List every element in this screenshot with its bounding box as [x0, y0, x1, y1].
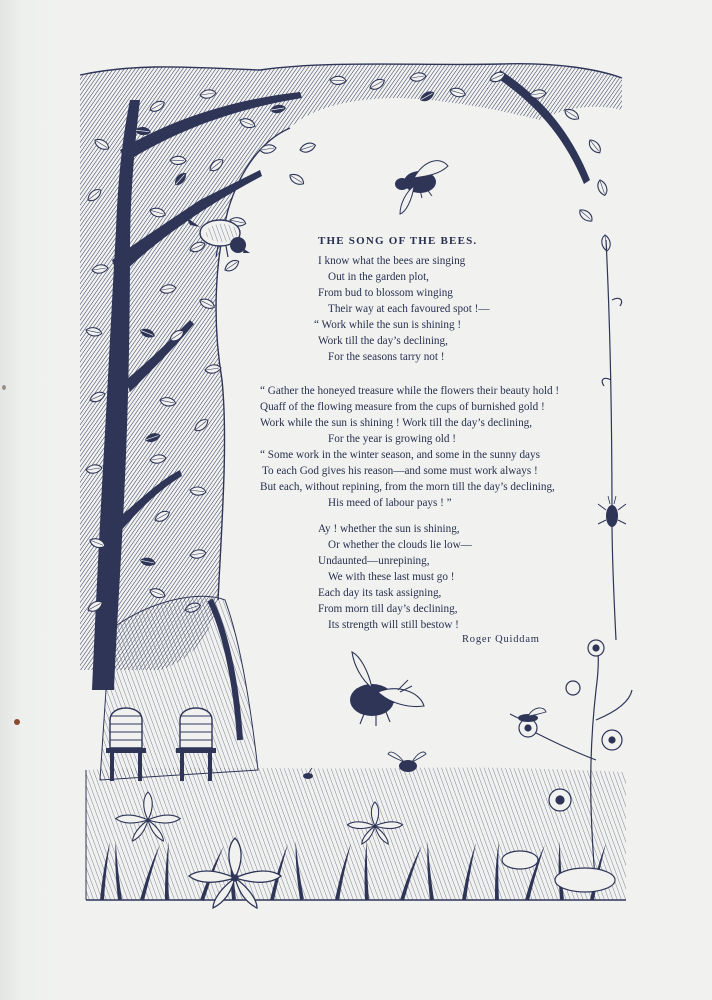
poem-line: Or whether the clouds lie low—	[328, 539, 472, 551]
poem-line: Work till the day’s declining,	[318, 335, 448, 347]
poem-line: We with these last must go !	[328, 571, 455, 583]
poem-line: Each day its task assigning,	[318, 587, 442, 599]
poem-line: Out in the garden plot,	[328, 271, 429, 283]
poem-line: “ Work while the sun is shining !	[314, 319, 462, 331]
bumblebee	[350, 652, 424, 726]
poem-line: For the year is growing old !	[328, 433, 457, 445]
poem-line: “ Some work in the winter season, and some in the sunny days	[260, 449, 540, 461]
poem-line: To each God gives his reason—and some must work always !	[262, 465, 538, 477]
poem-line: For the seasons tarry not !	[328, 351, 445, 363]
poem-line: Work while the sun is shining ! Work till the day’s declining,	[260, 417, 533, 429]
poem-line: “ Gather the honeyed treasure while the flowers their beauty hold !	[260, 385, 560, 397]
poem-line: But each, without repining, from the morn till the day’s declining,	[260, 481, 555, 493]
poem-line: Quaff of the flowing measure from the cups of burnished gold !	[260, 401, 545, 413]
poem-title: THE SONG OF THE BEES.	[318, 235, 478, 247]
poem-line: Their way at each favoured spot !—	[328, 303, 490, 315]
poem-line: Its strength will still bestow !	[328, 619, 459, 631]
poem-line: Ay ! whether the sun is shining,	[318, 523, 460, 535]
poem-author: Roger Quiddam	[462, 634, 540, 645]
poem-line: Undaunted—unrepining,	[318, 555, 430, 567]
wasp	[510, 708, 546, 722]
poem-line: I know what the bees are singing	[318, 255, 466, 267]
poem-line: From bud to blossom winging	[318, 287, 453, 299]
right-vine	[602, 240, 621, 640]
poem-line: From morn till day’s declining,	[318, 603, 458, 615]
poem-line: His meed of labour pays ! ”	[328, 497, 452, 509]
bumblebee	[395, 161, 448, 214]
